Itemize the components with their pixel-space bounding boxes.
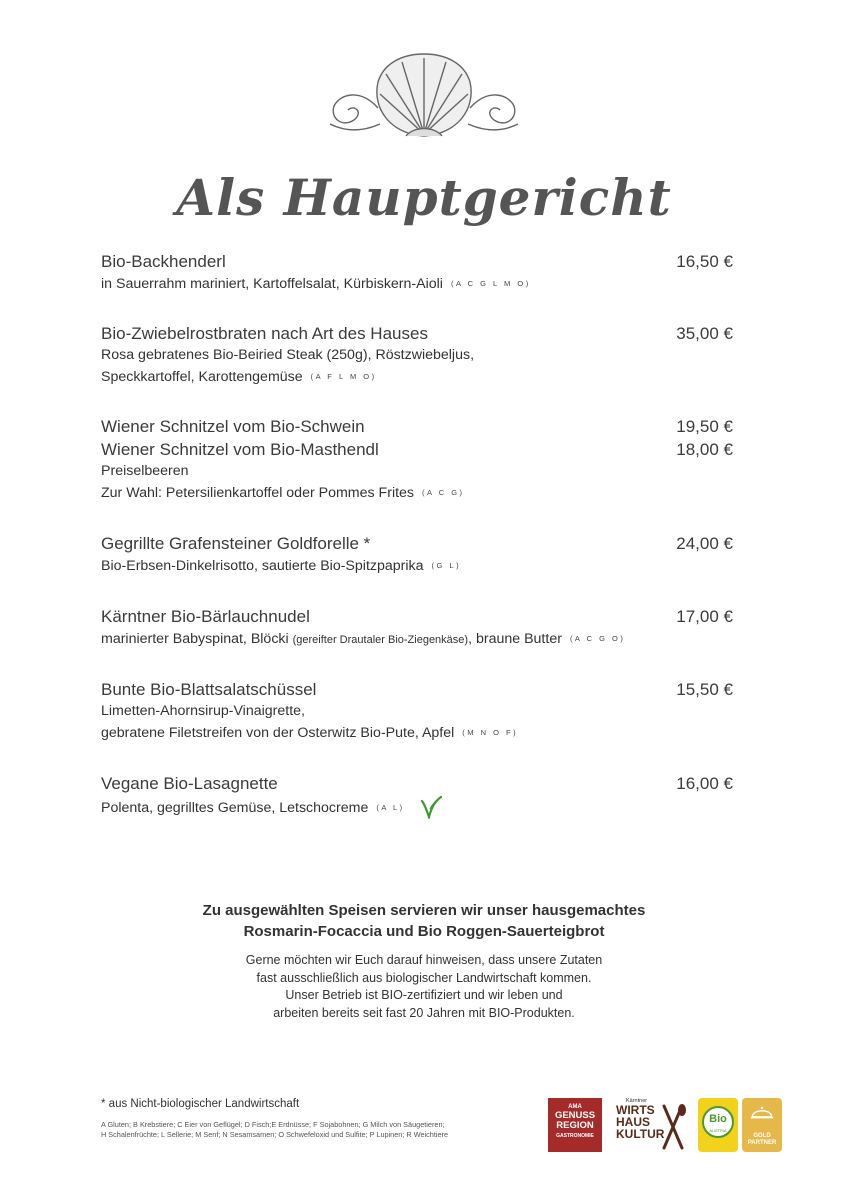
dish-item [101, 250, 733, 322]
cloche-icon [750, 1104, 774, 1120]
fork-knife-icon [658, 1102, 688, 1152]
partner-logos [548, 1098, 784, 1154]
dish-price: 24,00 € [676, 534, 733, 553]
dish-name: Gegrillte Grafensteiner Goldforelle * [101, 534, 371, 553]
allergen-codes: (A C G) [422, 488, 465, 497]
allergen-codes: (A F L M O) [310, 372, 377, 381]
dish-price: 16,00 € [676, 774, 733, 793]
dish-description: in Sauerrahm mariniert, Kartoffelsalat, Kürbiskern-Aioli (A C G L M O) [101, 276, 531, 292]
dish-price: 35,00 € [676, 324, 733, 343]
allergen-codes: (A C G O) [569, 634, 626, 643]
allergen-legend: A Gluten; B Krebstiere; C Eier von Geflügel; D Fisch;E Erdnüsse; F Sojabohnen; G Milch von Säugetieren; H Schalenfrüchte; L Sellerie; M Senf; N Sesamsamen; O Schwefeloxid und Sulfite; P Lupinen; R Weichtiere [101, 1120, 449, 1139]
dish-name: Bio-Backhenderl [101, 252, 226, 271]
dish-price: 18,00 € [676, 440, 733, 459]
dish-name: Bunte Bio-Blattsalatschüssel [101, 680, 317, 699]
dish-name: Vegane Bio-Lasagnette [101, 774, 278, 793]
dish-description: Polenta, gegrilltes Gemüse, Letschocreme (A L) [101, 795, 733, 819]
dish-item [101, 605, 733, 678]
dish-item [101, 322, 733, 415]
dish-description: Bio-Erbsen-Dinkelrisotto, sautierte Bio-Spitzpaprika (G L) [101, 558, 462, 574]
page-title: Als Hauptgericht [176, 168, 672, 227]
dish-name: Wiener Schnitzel vom Bio-Schwein [101, 417, 365, 436]
allergen-codes: (A C G L M O) [450, 279, 531, 288]
dish-price: 19,50 € [676, 417, 733, 436]
dish-description: Preiselbeeren [101, 463, 189, 479]
ama-genuss-region-logo: AMA GENUSS REGION GASTRONOMIE [548, 1098, 602, 1152]
dish-description: gebratene Filetstreifen von der Osterwitz Bio-Pute, Apfel (M N O F) [101, 725, 519, 741]
dish-price: 16,50 € [676, 252, 733, 271]
dish-description: Rosa gebratenes Bio-Beiried Steak (250g), Röstzwiebeljus, [101, 347, 475, 363]
dish-item [101, 415, 733, 532]
allergen-codes: (A L) [376, 803, 405, 812]
bread-info: Zu ausgewählten Speisen servieren wir unser hausgemachtes Rosmarin-Focaccia und Bio Roggen-Sauerteigbrot [202, 902, 646, 940]
dish-price: 17,00 € [676, 607, 733, 626]
dish-description: Zur Wahl: Petersilienkartoffel oder Pommes Frites (A C G) [101, 485, 465, 501]
shell-ornament-icon [320, 48, 528, 140]
dish-description: Limetten-Ahornsirup-Vinaigrette, [101, 703, 305, 719]
dish-name: Bio-Zwiebelrostbraten nach Art des Hauses [101, 324, 428, 343]
bio-info: Gerne möchten wir Euch darauf hinweisen, dass unsere Zutaten fast ausschließlich aus biologischer Landwirtschaft kommen. Unser Betrieb ist BIO-zertifiziert und wir leben und arbeiten bereits seit fast 20 Jahren mit BIO-Produkten. [245, 953, 603, 1020]
dish-item [101, 678, 733, 772]
dish-name: Kärntner Bio-Bärlauchnudel [101, 607, 310, 626]
menu-list [101, 250, 733, 832]
allergen-codes: (G L) [431, 561, 462, 570]
wirtshaus-kultur-logo: Kärntner WIRTS HAUS KULTUR [614, 1098, 694, 1154]
dish-description: marinierter Babyspinat, Blöcki (gereifter Drautaler Bio-Ziegenkäse), braune Butter (A C G O) [101, 631, 626, 647]
dish-description: Speckkartoffel, Karottengemüse (A F L M O) [101, 369, 377, 385]
allergen-codes: (M N O F) [462, 728, 519, 737]
dish-item [101, 532, 733, 605]
dish-item [101, 772, 733, 832]
cheese-note: (gereifter Drautaler Bio-Ziegenkäse) [292, 634, 469, 646]
dish-name: Wiener Schnitzel vom Bio-Masthendl [101, 440, 379, 459]
bio-austria-logo: Bio AUSTRIA [698, 1098, 738, 1152]
vegan-leaf-icon [419, 795, 443, 819]
gold-partner-logo: GOLD PARTNER [742, 1098, 782, 1152]
dish-price: 15,50 € [676, 680, 733, 699]
footnote: * aus Nicht-biologischer Landwirtschaft [101, 1098, 300, 1110]
